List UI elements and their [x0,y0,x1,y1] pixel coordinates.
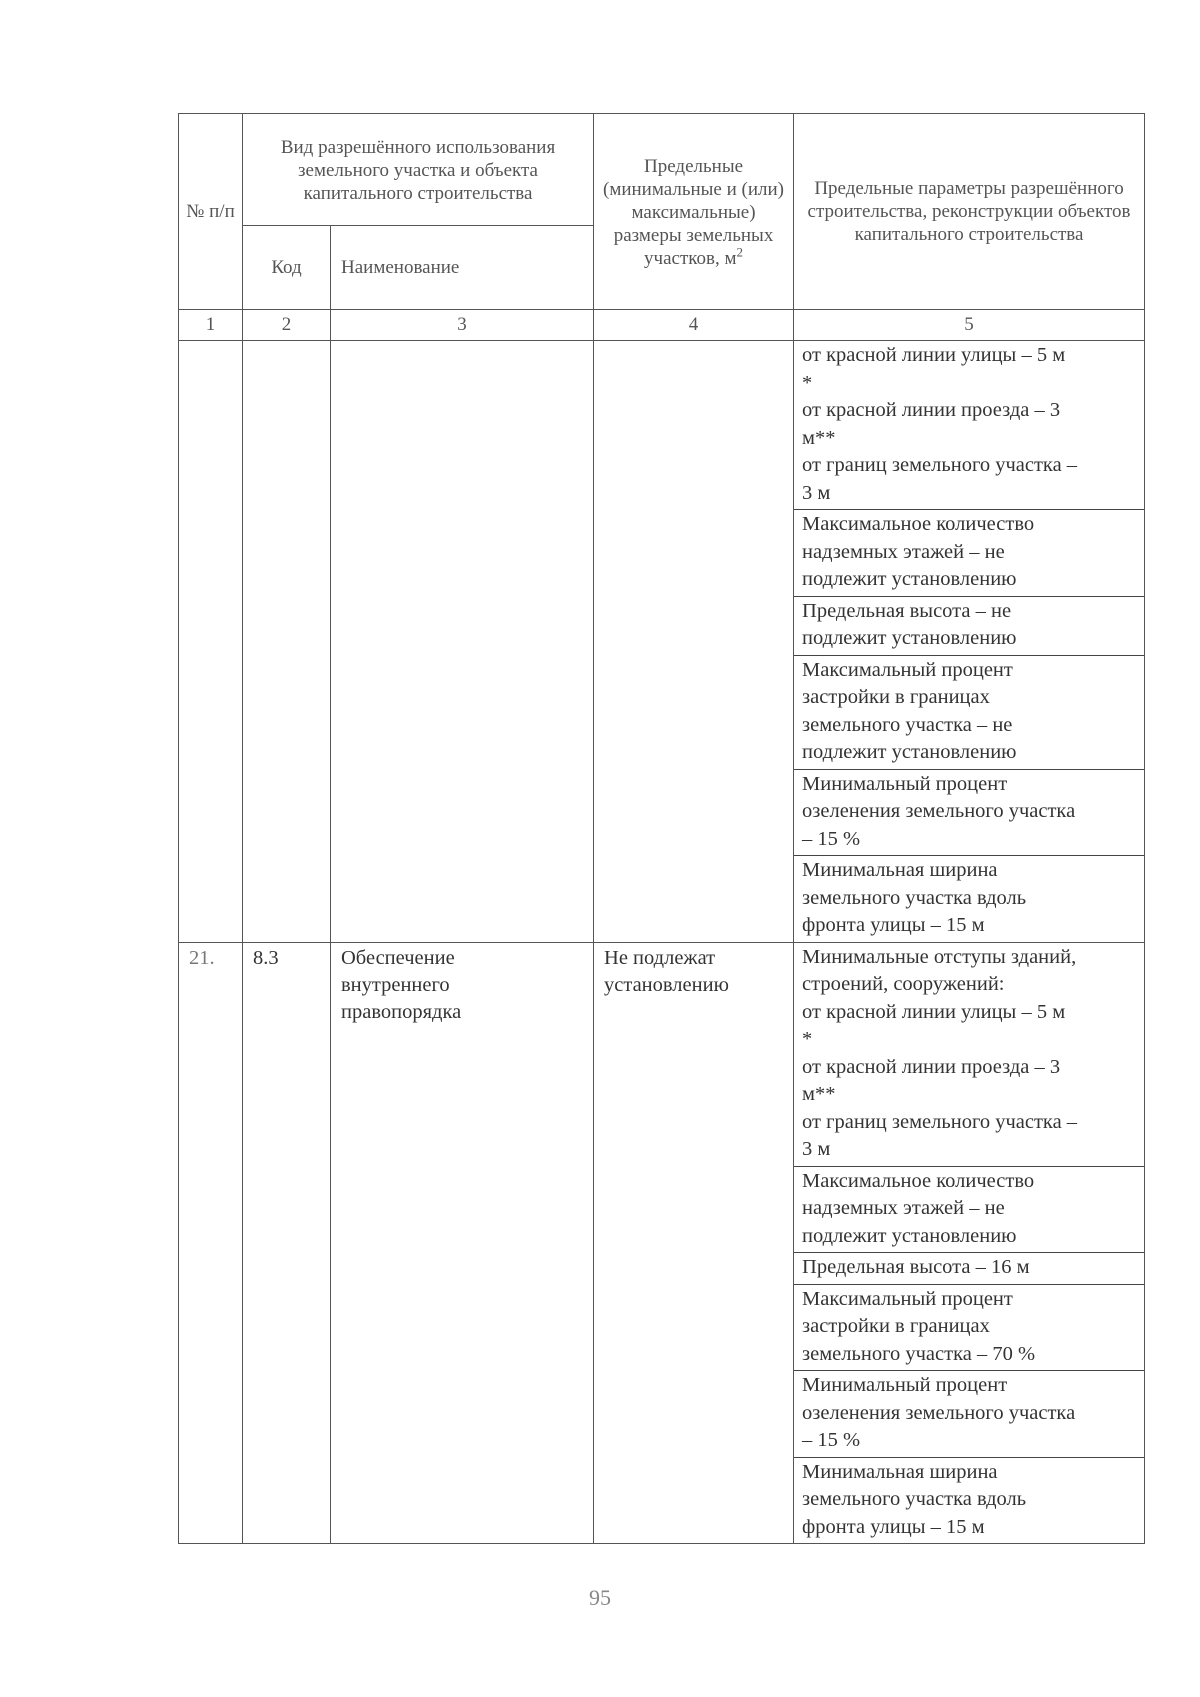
param-line: Минимальные отступы зданий, [802,945,1077,968]
param-line: Минимальная ширина [802,859,998,881]
cell-name [331,942,594,1544]
header-plot-sizes-sup: 2 [736,244,744,260]
param-line: надземных этажей – не [802,1197,1005,1219]
column-index: 4 [594,310,794,341]
param-line: – 15 % [802,827,861,850]
param-line: земельного участка – не [802,713,1013,736]
cell-sizes [594,942,794,1544]
column-index-row [179,310,1145,341]
sizes-line: Не подлежат [604,946,716,969]
param-line: от границ земельного участка – [802,454,1078,476]
param-line: Предельная высота – 16 м [802,1256,1030,1278]
param-line: озеленения земельного участка [802,1401,1076,1424]
param-line: Максимальное количество [802,1169,1035,1192]
param-greening [794,770,1144,857]
param-height [794,1253,1144,1285]
param-line: 3 м [802,481,831,504]
param-setbacks [794,943,1144,1167]
name-line: правопорядка [341,1000,462,1023]
param-line: м** [802,1083,836,1105]
param-height [794,597,1144,656]
header-plot-sizes-text: Предельные (минимальные и (или) максимальные) размеры земельных участков, м [603,156,785,269]
param-floors [794,1167,1144,1254]
param-line: м** [802,426,836,449]
param-build-percent [794,656,1144,770]
param-line: земельного участка вдоль [802,1488,1027,1510]
header-number: № п/п [179,114,243,310]
header-plot-sizes [594,114,794,310]
land-use-table [178,113,1145,1544]
param-min-width [794,856,1144,942]
cell-name [331,341,594,943]
param-line: Минимальный процент [802,772,1008,795]
cell-number: 21. [179,942,243,1544]
param-line: подлежит установлению [802,627,1017,649]
column-index: 2 [243,310,331,341]
param-setbacks [794,341,1144,510]
table-row-continuation [179,341,1145,943]
param-line: Минимальная ширина [802,1460,998,1483]
cell-number [179,341,243,943]
header-use-type-group: Вид разрешённого использования земельного участка и объекта капитального строительства [243,114,594,226]
param-min-width [794,1458,1144,1544]
param-line: – 15 % [802,1429,861,1451]
name-line: Обеспечение [341,946,455,969]
param-line: Максимальный процент [802,1287,1013,1310]
param-line: подлежит установлению [802,568,1017,590]
cell-code: 8.3 [243,942,331,1544]
cell-params [794,942,1145,1544]
sizes-line: установлению [604,973,729,996]
param-line: от красной линии улицы – 5 м [802,344,1066,366]
header-name: Наименование [331,226,594,310]
param-line: надземных этажей – не [802,540,1005,563]
table-row-21 [179,942,1145,1544]
param-build-percent [794,1285,1144,1372]
param-line: * [802,1028,813,1050]
param-line: фронта улицы – 15 м [802,1515,985,1538]
param-line: Максимальное количество [802,513,1035,535]
param-line: фронта улицы – 15 м [802,914,985,936]
param-floors [794,510,1144,597]
name-line: внутреннего [341,973,450,996]
header-code: Код [243,226,331,310]
column-index: 3 [331,310,594,341]
param-line: озеленения земельного участка [802,800,1076,822]
cell-sizes [594,341,794,943]
param-greening [794,1371,1144,1458]
param-line: от красной линии проезда – 3 [802,1055,1061,1078]
param-line: застройки в границах [802,1315,990,1337]
cell-params [794,341,1145,943]
table-header-row [179,114,1145,226]
param-line: 3 м [802,1138,831,1160]
cell-code [243,341,331,943]
header-construction-params: Предельные параметры разрешённого строительства, реконструкции объектов капитального строительства [794,114,1145,310]
param-line: от красной линии проезда – 3 [802,399,1061,421]
param-line: подлежит установлению [802,741,1017,763]
param-line: подлежит установлению [802,1224,1017,1247]
param-line: строений, сооружений: [802,973,1005,995]
param-line: Максимальный процент [802,658,1013,681]
page-number: 95 [589,1585,611,1610]
param-line: Предельная высота – не [802,599,1012,622]
param-line: застройки в границах [802,686,990,708]
param-line: * [802,371,813,394]
param-line: земельного участка вдоль [802,886,1027,909]
column-index: 5 [794,310,1145,341]
param-line: от красной линии улицы – 5 м [802,1000,1066,1023]
param-line: от границ земельного участка – [802,1110,1078,1133]
param-line: Минимальный процент [802,1374,1008,1396]
column-index: 1 [179,310,243,341]
param-line: земельного участка – 70 % [802,1342,1036,1365]
